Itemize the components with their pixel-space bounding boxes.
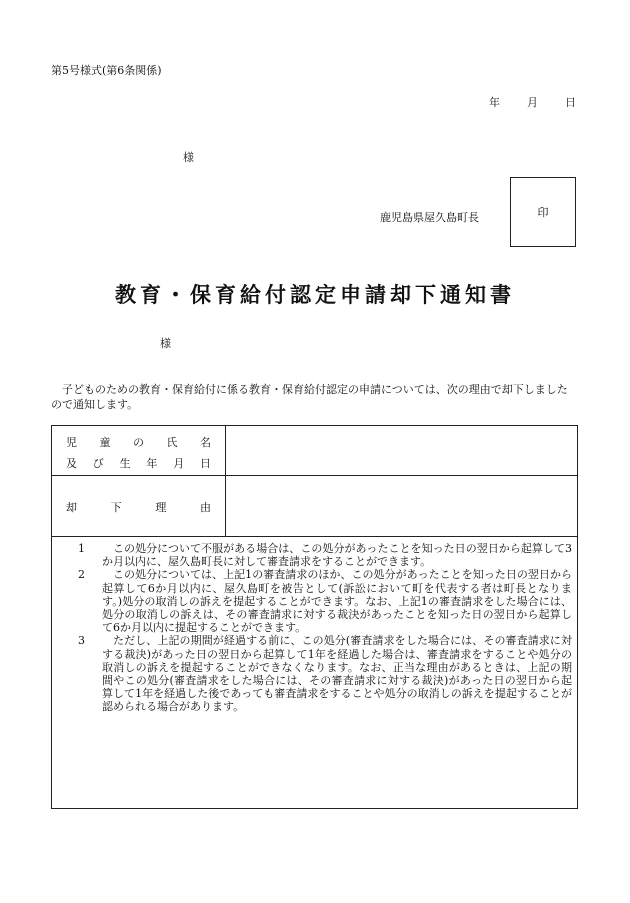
date-day-label: 日 [565,96,576,109]
note-item [78,634,572,713]
label-char: 月 [173,457,185,470]
label-char: 日 [199,457,211,470]
label-char: 生 [119,457,131,470]
label-char: 氏 [166,436,178,449]
note-number: 3 [78,634,85,648]
child-name-label [66,434,211,450]
note-text: この処分については、上記1の審査請求のほか、この処分があったことを知った日の翌日から起算して6か月以内に、屋久島町を被告として(訴訟において町を代表する者は町長となります。)処分の取消しの訴えを提起することができます。なお、上記1の審査請求をした場合には、処分の取消しの訴えは、その審査請求に対する裁決があったことを知った日の翌日から起算して6か月以内に提起することができます。 [102,568,572,635]
date-month-label: 月 [527,96,538,109]
seal-label: 印 [537,206,549,219]
label-char: 却 [66,501,77,514]
note-text: この処分について不服がある場合は、この処分があったことを知った日の翌日から起算して3か月以内に、屋久島町長に対して審査請求をすることができます。 [102,542,572,569]
seal-box [510,177,576,247]
label-char: 下 [110,501,122,514]
addressee-honorific: 様 [183,151,194,164]
document-title: 教育・保育給付認定申請却下通知書 [115,283,515,307]
reject-reason-row [52,476,577,537]
form-number: 第5号様式(第6条関係) [51,64,162,77]
child-info-row [52,426,577,476]
appeal-notes [78,542,572,714]
label-char: 理 [155,501,167,514]
intro-text: 子どものための教育・保育給付に係る教育・保育給付認定の申請については、次の理由で却下しましたので通知します。 [51,383,568,411]
note-number: 1 [78,542,85,555]
label-char: 及 [66,457,77,470]
note-item [78,568,572,634]
issuer-name: 鹿児島県屋久島町長 [380,211,479,224]
note-number: 2 [78,568,85,582]
label-char: 由 [199,501,211,514]
date-year-label: 年 [489,96,500,109]
label-char: の [133,436,144,449]
reject-reason-label [66,499,211,515]
info-table [51,425,578,809]
note-text: ただし、上記の期間が経過する前に、この処分(審査請求をした場合には、その審査請求に対する裁決)があった日の翌日から起算して1年を経過した場合は、審査請求をすることや処分の取消しの訴えを提起することができなくなります。なお、正当な理由があるときは、上記の期間やこの処分(審査請求をした場合には、その審査請求に対する裁決)があった日の翌日から起算して1年を経過した後であっても審査請求をすることや処分の取消しの訴えを提起することが認められる場合があります。 [102,634,572,714]
recipient-honorific: 様 [160,337,171,350]
label-char: 児 [66,436,77,449]
label-char: 童 [99,436,111,449]
note-item [78,542,572,568]
label-char: び [92,457,104,470]
label-char: 年 [146,457,158,470]
birthdate-label [66,455,211,471]
label-char: 名 [200,436,211,449]
column-divider [225,426,226,537]
